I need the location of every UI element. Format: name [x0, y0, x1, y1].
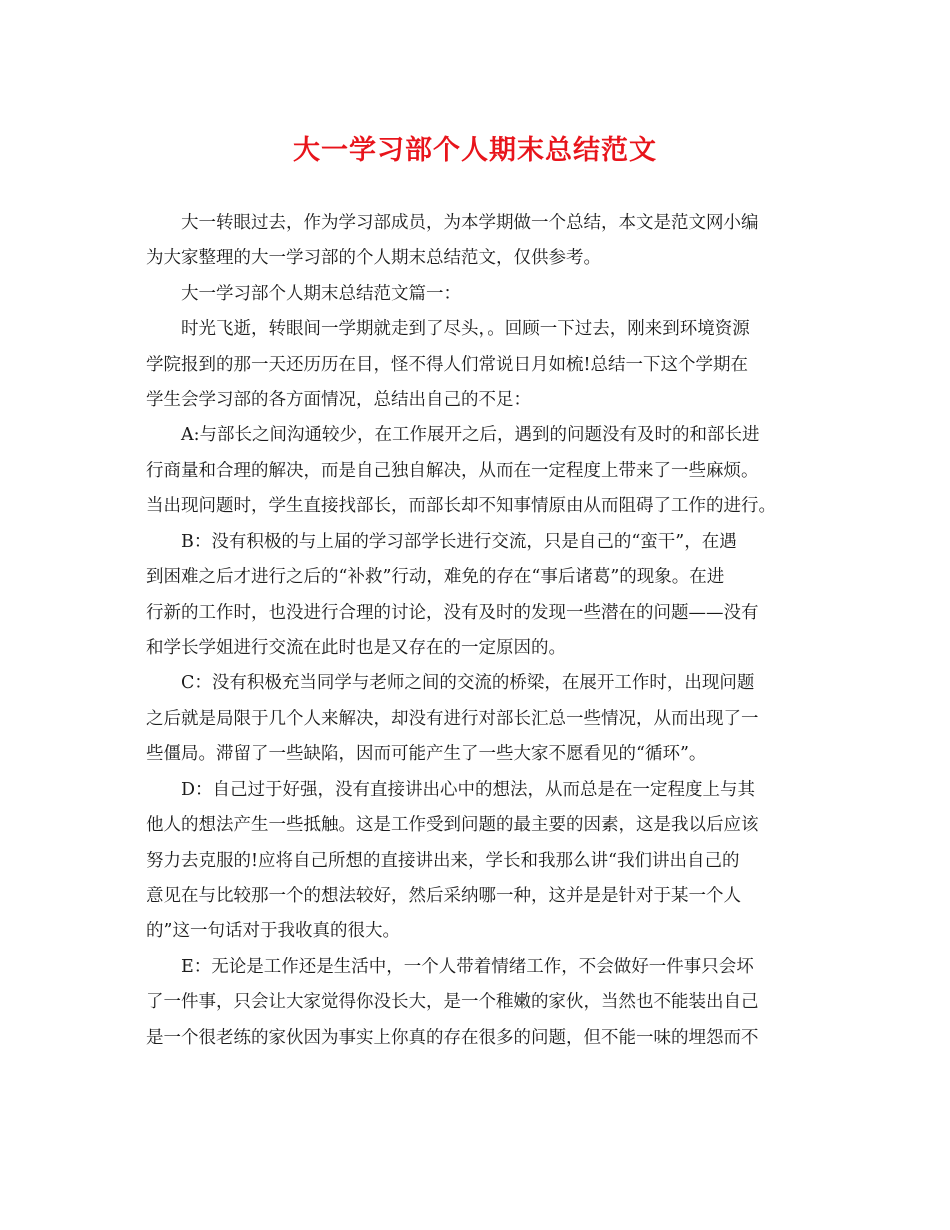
paragraph-line: B：没有积极的与上届的学习部学长进行交流，只是自己的“蛮干”，在遇 — [181, 532, 737, 552]
paragraph-line: 行商量和合理的解决，而是自己独自解决，从而在一定程度上带来了一些麻烦。 — [146, 461, 759, 481]
paragraph-line: 大一学习部个人期末总结范文篇一： — [181, 284, 461, 304]
paragraph-line: 学生会学习部的各方面情况，总结出自己的不足： — [146, 390, 531, 410]
paragraph-line: 为大家整理的大一学习部的个人期末总结范文，仅供参考。 — [146, 248, 601, 268]
paragraph-line: 了一件事，只会让大家觉得你没长大，是一个稚嫩的家伙，当然也不能装出自己 — [146, 992, 759, 1012]
paragraph-line: 行新的工作时，也没进行合理的讨论，没有及时的发现一些潜在的问题——没有 — [146, 603, 759, 623]
paragraph-line: 努力去克服的!应将自己所想的直接讲出来，学长和我那么讲“我们讲出自己的 — [146, 851, 740, 871]
paragraph-line: 是一个很老练的家伙因为事实上你真的存在很多的问题，但不能一味的埋怨而不 — [146, 1028, 759, 1048]
paragraph-line: 大一转眼过去，作为学习部成员，为本学期做一个总结，本文是范文网小编 — [181, 213, 759, 233]
paragraph-line: A:与部长之间沟通较少，在工作展开之后，遇到的问题没有及时的和部长进 — [181, 425, 760, 445]
document-title: 大一学习部个人期末总结范文 — [293, 135, 657, 166]
paragraph-line: 当出现问题时，学生直接找部长，而部长却不知事情原由从而阻碍了工作的进行。 — [146, 496, 776, 516]
paragraph-line: 些僵局。滞留了一些缺陷，因而可能产生了一些大家不愿看见的“循环”。 — [146, 744, 707, 764]
paragraph-line: 意见在与比较那一个的想法较好，然后采纳哪一种，这并是是针对于某一个人 — [146, 886, 741, 906]
paragraph-line: E：无论是工作还是生活中，一个人带着情绪工作，不会做好一件事只会坏 — [181, 957, 754, 977]
paragraph-line: C：没有积极充当同学与老师之间的交流的桥梁，在展开工作时，出现问题 — [181, 673, 755, 693]
paragraph-line: 他人的想法产生一些抵触。这是工作受到问题的最主要的因素，这是我以后应该 — [146, 815, 759, 835]
paragraph-line: 学院报到的那一天还历历在目，怪不得人们常说日月如梳!总结一下这个学期在 — [146, 355, 749, 375]
paragraph-line: 之后就是局限于几个人来解决，却没有进行对部长汇总一些情况，从而出现了一 — [146, 709, 759, 729]
paragraph-line: 的”这一句话对于我收真的很大。 — [146, 921, 400, 941]
paragraph-line: D：自己过于好强，没有直接讲出心中的想法，从而总是在一定程度上与其 — [181, 780, 756, 800]
paragraph-line: 和学长学姐进行交流在此时也是又存在的一定原因的。 — [146, 638, 566, 658]
paragraph-line: 到困难之后才进行之后的“补救”行动，难免的存在“事后诸葛”的现象。在进 — [146, 567, 725, 587]
paragraph-line: 时光飞逝，转眼间一学期就走到了尽头，。回顾一下过去，刚来到环境资源 — [181, 319, 750, 339]
